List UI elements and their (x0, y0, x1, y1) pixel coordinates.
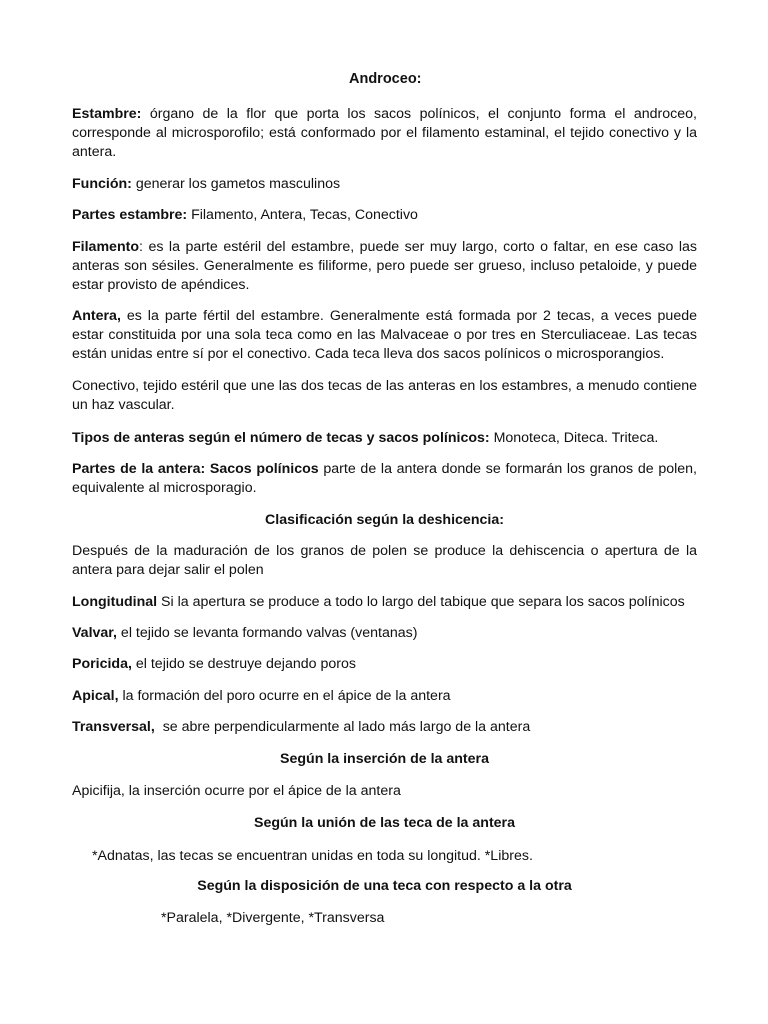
text-partes-estambre: Filamento, Antera, Tecas, Conectivo (187, 207, 418, 223)
text-estambre: órgano de la flor que porta los sacos polínicos, el conjunto forma el androceo, corresponde al microsporofilo; está conformado por el filamento estaminal, el tejido conectivo y la antera. (72, 106, 697, 160)
document-page (72, 0, 697, 1024)
term-poricida: Poricida, (72, 656, 132, 672)
term-filamento: Filamento (72, 239, 140, 255)
paragraph-apicifija: Apicifija, la inserción ocurre por el ápice de la antera (72, 783, 401, 799)
term-tipos-anteras: Tipos de anteras según el número de tecas y sacos polínicos: (72, 430, 490, 446)
text-poricida: el tejido se destruye dejando poros (131, 656, 356, 672)
paragraph-paralela: *Paralela, *Divergente, *Transversa (161, 910, 385, 926)
heading-insercion: Según la inserción de la antera (280, 751, 489, 767)
document-title: Androceo: (349, 71, 422, 87)
paragraph-partes-antera (72, 460, 697, 498)
term-longitudinal: Longitudinal (72, 594, 158, 610)
paragraph-adnatas: *Adnatas, las tecas se encuentran unidas en toda su longitud. *Libres. (92, 848, 533, 864)
term-transversal: Transversal, (72, 719, 155, 735)
term-valvar: Valvar, (72, 625, 117, 641)
paragraph-estambre (72, 105, 697, 162)
paragraph-longitudinal (72, 593, 697, 612)
heading-union: Según la unión de las teca de la antera (254, 815, 515, 831)
paragraph-poricida (72, 655, 697, 674)
paragraph-valvar (72, 624, 697, 643)
paragraph-despues: Después de la maduración de los granos de polen se produce la dehiscencia o apertura de la antera para dejar salir el polen (72, 543, 697, 578)
text-longitudinal: Si la apertura se produce a todo lo largo del tabique que separa los sacos polínicos (157, 594, 685, 610)
text-funcion: generar los gametos masculinos (131, 176, 341, 192)
paragraph-apical (72, 687, 697, 706)
term-partes-estambre: Partes estambre: (72, 207, 188, 223)
paragraph-filamento (72, 238, 697, 295)
text-filamento: : es la parte estéril del estambre, puede ser muy largo, corto o faltar, en ese caso las anteras son sésiles. Generalmente es filiforme, pero puede ser grueso, incluso petaloide, y puede estar provisto de apéndices. (72, 239, 697, 293)
term-apical: Apical, (72, 688, 119, 704)
term-partes-antera: Partes de la antera: Sacos polínicos (72, 461, 319, 477)
text-transversal: se abre perpendicularmente al lado más largo de la antera (154, 719, 531, 735)
term-funcion: Función: (72, 176, 132, 192)
text-tipos-anteras: Monoteca, Diteca. Triteca. (489, 430, 659, 446)
text-apical: la formación del poro ocurre en el ápice de la antera (118, 688, 451, 704)
paragraph-conectivo: Conectivo, tejido estéril que une las dos tecas de las anteras en los estambres, a menudo contiene un haz vascular. (72, 378, 697, 413)
paragraph-transversal (72, 718, 697, 737)
text-valvar: el tejido se levanta formando valvas (ventanas) (116, 625, 418, 641)
text-antera: es la parte fértil del estambre. Generalmente está formada por 2 tecas, a veces puede estar constituida por una sola teca como en las Malvaceae o por tres en Sterculiaceae. Las tecas están unidas entre sí por el conectivo. Cada teca lleva dos sacos polínicos o microsporangios. (72, 308, 697, 362)
term-estambre: Estambre: (72, 106, 142, 122)
term-antera: Antera, (72, 308, 121, 324)
paragraph-tipos-anteras (72, 429, 697, 448)
paragraph-funcion (72, 175, 697, 194)
paragraph-partes-estambre (72, 206, 697, 225)
heading-disposicion: Según la disposición de una teca con respecto a la otra (197, 878, 572, 894)
paragraph-antera (72, 307, 697, 364)
text-partes-antera: parte de la antera donde se formarán los granos de polen, equivalente al microsporagio. (72, 461, 697, 496)
heading-dehiscencia: Clasificación según la deshicencia: (265, 512, 504, 528)
